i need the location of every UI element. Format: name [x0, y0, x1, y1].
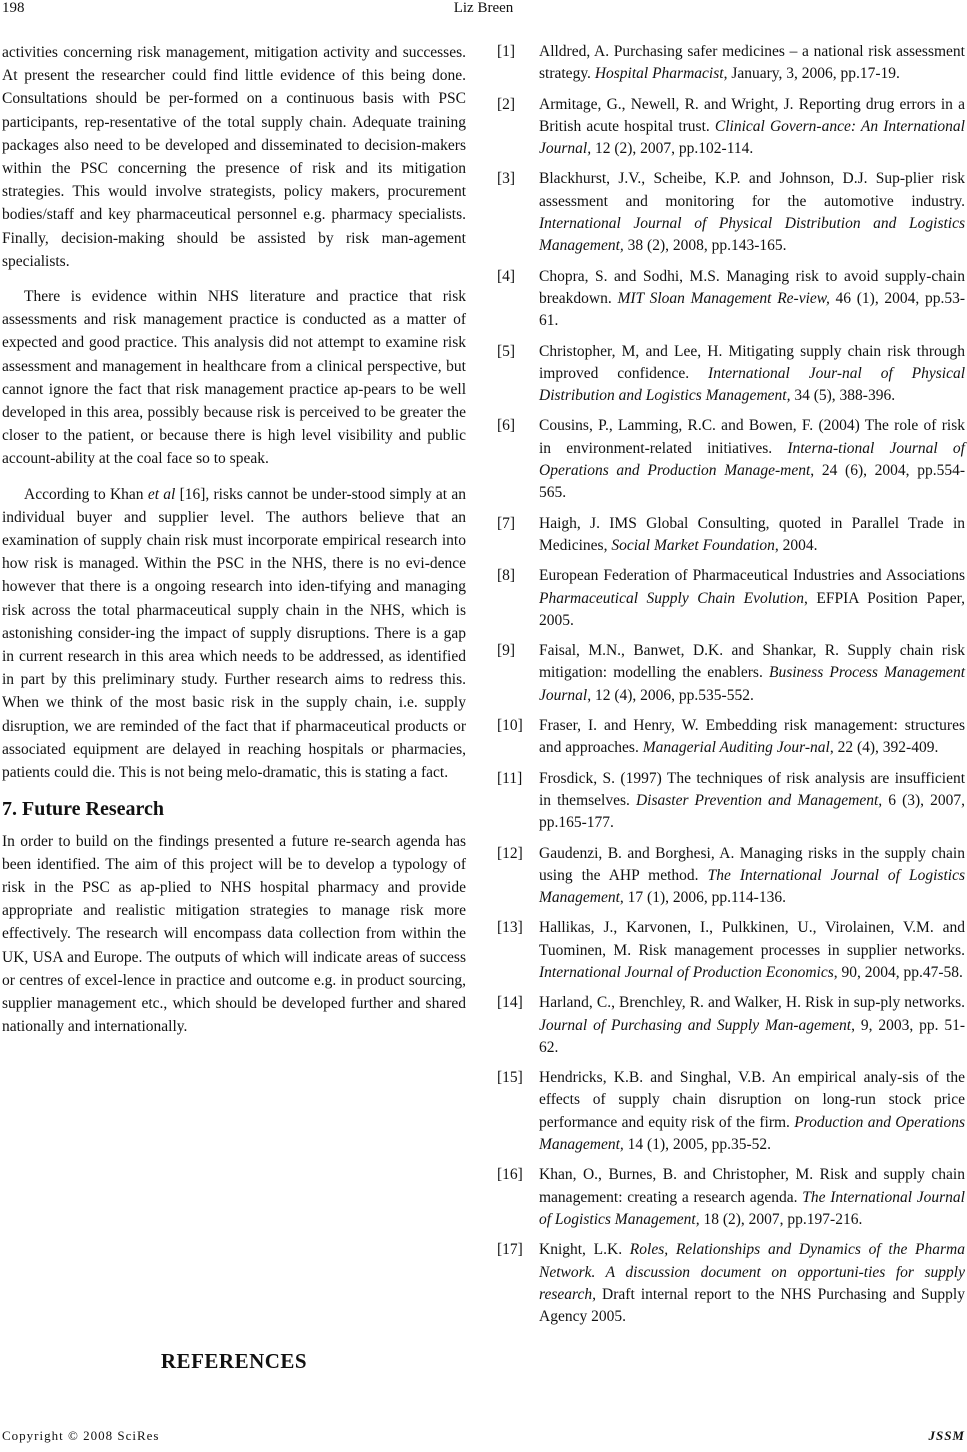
- reference-number: [6]: [497, 417, 516, 435]
- body-paragraph: In order to build on the findings presented a future re-search agenda has been identified. The aim of this project will be to develop a typology of risk in the PSC as ap-plied to NHS hospital pharmacy and provide appropriate and realistic mitigation strategies to manage risk more effectively. The research will encompass data collection from within the UK, USA and Europe. The outputs of which will indicate areas of success or centres of excel-lence in practice and outcome e.g. in product sourcing, supplier management etc., which should be developed further and shared nationally and internationally.: [2, 832, 466, 1036]
- reference-authors-title: Hallikas, J., Karvonen, I., Pulkkinen, U., Virolainen, V.M. and Tuominen, M. Risk management processes in supplier networks.: [539, 919, 965, 959]
- body-text: [16], risks cannot be under-stood simply at an individual buyer and supplier level. The authors believe that an examination of supply chain risk must incorporate empirical research into how risk is managed. Within the PSC in the NHS, there is no evi-dence however that there is a ongoing research into iden-tifying and managing risk across the total pharmaceutical supply chain in the NHS, which is astonishing consider-ing the impact of supply disruptions. There is a gap in current research in this area which needs to be addressed, as identified in part by this preliminary study. Further research aims to redress this. When we think of the most basic risk in the supply chain, i.e. supply disruption, we are reminded of the fact that if pharmaceutical products or associated equipment are delayed in reaching hospitals or pharmacies, patients could die. This is not being melo-dramatic, this is stating a fact.: [2, 485, 466, 782]
- reference-authors-title: Gaudenzi, B. and Borghesi, A. Managing risks in the supply chain using the AHP method.: [539, 844, 965, 884]
- reference-details: 46 (1), 2004, pp.53-61.: [539, 289, 966, 330]
- reference-authors-title: Cousins, P., Lamming, R.C. and Bowen, F. (2004) The role of risk in environment-related initiatives.: [539, 417, 965, 457]
- reference-item: [497, 917, 965, 984]
- reference-source: International Jour-nal of Physical Distribution and Logistics Management,: [539, 364, 966, 405]
- reference-details: , 2004.: [774, 536, 818, 554]
- reference-number: [8]: [497, 567, 516, 585]
- reference-item: [497, 341, 965, 408]
- reference-source: The International Journal of Logistics Management,: [539, 1188, 965, 1228]
- reference-item: [497, 640, 965, 707]
- reference-details: 18 (2), 2007, pp.197-216.: [699, 1210, 863, 1228]
- reference-list: [497, 41, 965, 1336]
- reference-details: 14 (1), 2005, pp.35-52.: [623, 1136, 772, 1154]
- reference-number: [1]: [497, 43, 516, 60]
- reference-authors-title: European Federation of Pharmaceutical Industries and Associations: [539, 567, 965, 585]
- reference-details: Draft internal report to the NHS Purchasing and Supply Agency 2005.: [539, 1285, 965, 1326]
- left-column: [2, 41, 466, 1050]
- reference-details: , January, 3, 2006, pp.17-19.: [723, 65, 900, 83]
- section-heading: 7. Future Research: [2, 798, 165, 821]
- copyright-notice: Copyright © 2008 SciRes: [2, 1428, 160, 1443]
- reference-authors-title: Fraser, I. and Henry, W. Embedding risk management: structures and approaches.: [539, 717, 965, 757]
- reference-authors-title: Haigh, J. IMS Global Consulting, quoted in Parallel Trade in Medicines,: [539, 514, 965, 554]
- reference-details: , 17 (1), 2006, pp.114-136.: [619, 889, 786, 907]
- reference-source: International Journal of Physical Distribution and Logistics Management,: [539, 215, 965, 255]
- reference-details: , EFPIA Position Paper, 2005.: [539, 589, 965, 629]
- reference-number: [4]: [497, 267, 516, 285]
- references-heading: REFERENCES: [160, 1349, 308, 1373]
- body-paragraph: There is evidence within NHS literature and practice that risk assessments and risk management practice is conducted as a matter of expected and good practice. This analysis did not attempt to examine risk assessment and management in healthcare from a clinical perspective, but cannot ignore the fact that risk management practice ap-pears to be well developed in this area, possibly because risk is perceived to be greater the closer to the patient, or because there is high level visibility and public account-ability at the coal face so to speak.: [2, 288, 466, 468]
- reference-authors-title: Armitage, G., Newell, R. and Wright, J. Reporting drug errors in a British acute hospital trust.: [539, 95, 965, 135]
- reference-number: [10]: [497, 717, 523, 735]
- reference-details: , 22 (4), 392-409.: [829, 739, 939, 757]
- reference-source: Social Market Foundation: [611, 536, 775, 554]
- reference-item: [497, 843, 965, 910]
- reference-authors-title: Blackhurst, J.V., Scheibe, K.P. and Johnson, D.J. Sup-plier risk assessment and monitoring for the automotive industry.: [539, 170, 965, 210]
- reference-authors-title: Knight, L.K.: [539, 1241, 630, 1259]
- reference-number: [5]: [497, 342, 516, 360]
- reference-item: [497, 992, 965, 1059]
- reference-source: Clinical Govern-ance: An International Journal,: [539, 117, 965, 158]
- reference-source: Disaster Prevention and Management,: [635, 791, 883, 809]
- reference-details: 12 (2), 2007, pp.102-114.: [591, 140, 754, 158]
- page-number: 198: [2, 0, 25, 16]
- reference-item: [497, 768, 965, 835]
- reference-item: [497, 168, 965, 257]
- reference-item: [497, 266, 965, 333]
- reference-authors-title: Hendricks, K.B. and Singhal, V.B. An empirical analy-sis of the effects of supply chain disruption on long-run stock price performance and equity risk of the firm.: [539, 1069, 965, 1131]
- reference-authors-title: Chopra, S. and Sodhi, M.S. Managing risk to avoid supply-chain breakdown.: [539, 267, 965, 307]
- reference-details: , 24 (6), 2004, pp.554-565.: [539, 462, 965, 502]
- reference-source: Business Process Management Journal: [539, 664, 965, 704]
- reference-number: [7]: [497, 514, 516, 532]
- reference-item: [497, 415, 965, 504]
- body-text: According to Khan: [24, 485, 148, 503]
- running-head: Liz Breen: [453, 0, 514, 16]
- reference-authors-title: Christopher, M, and Lee, H. Mitigating supply chain risk through improved confidence.: [539, 342, 965, 382]
- reference-details: 38 (2), 2008, pp.143-165.: [623, 237, 787, 255]
- reference-source: Hospital Pharmacist: [594, 65, 724, 83]
- reference-details: , 90, 2004, pp.47-58.: [833, 963, 963, 981]
- citation-etal: et al: [147, 485, 176, 503]
- reference-source: Roles, Relationships and Dynamics of the Pharma Network. A discussion document on opportuni-ties for supply research,: [539, 1241, 966, 1303]
- reference-source: Interna-tional Journal of Operations and Production Manage-ment: [539, 439, 965, 480]
- reference-number: [3]: [497, 170, 516, 188]
- reference-number: [13]: [497, 919, 523, 937]
- reference-details: , 12 (4), 2006, pp.535-552.: [587, 686, 754, 704]
- reference-item: [497, 513, 965, 558]
- reference-number: [2]: [497, 95, 516, 113]
- reference-source: The International Journal of Logistics Management: [539, 866, 965, 907]
- body-paragraph: [2, 483, 466, 785]
- reference-item: [497, 41, 965, 86]
- reference-source: Journal of Purchasing and Supply Man-agement: [539, 1016, 852, 1034]
- page-footer: [0, 1428, 967, 1450]
- reference-source: Production and Operations Management,: [539, 1113, 965, 1154]
- reference-details: 6 (3), 2007, pp.165-177.: [539, 791, 965, 832]
- reference-source: Managerial Auditing Jour-nal: [642, 739, 830, 757]
- reference-authors-title: Alldred, A. Purchasing safer medicines – a national risk assessment strategy.: [539, 43, 965, 83]
- reference-source: Pharmaceutical Supply Chain Evolution: [539, 589, 804, 607]
- reference-authors-title: Faisal, M.N., Banwet, D.K. and Shankar, R. Supply chain risk mitigation: modelling the enablers.: [539, 642, 965, 682]
- reference-item: [497, 1067, 965, 1156]
- reference-number: [14]: [497, 994, 523, 1012]
- reference-item: [497, 565, 965, 632]
- reference-source: International Journal of Production Economics: [539, 963, 834, 981]
- reference-details: 34 (5), 388-396.: [790, 387, 896, 405]
- reference-number: [16]: [497, 1166, 523, 1184]
- page-header: [0, 0, 967, 28]
- reference-item: [497, 1164, 965, 1231]
- reference-details: , 9, 2003, pp. 51-62.: [539, 1016, 965, 1056]
- reference-number: [15]: [497, 1069, 523, 1087]
- reference-number: [12]: [497, 844, 523, 862]
- journal-abbrev: JSSM: [928, 1428, 965, 1443]
- reference-number: [17]: [497, 1241, 523, 1259]
- reference-authors-title: Khan, O., Burnes, B. and Christopher, M. Risk and supply chain management: creating a research agenda.: [539, 1166, 965, 1206]
- reference-number: [9]: [497, 642, 516, 660]
- reference-number: [11]: [497, 769, 523, 787]
- reference-source: MIT Sloan Management Re-view,: [617, 289, 830, 307]
- body-paragraph: activities concerning risk management, mitigation activity and successes. At present the researcher could find little evidence of this being done. Consultations should be per-formed on a continuous basis with PSC participants, rep-resentative of the total supply chain. Adequate training packages also need to be developed and disseminated to decision-makers within the PSC concerning the presence of risk and its mitigation strategies. This would involve strategists, policy makers, procurement bodies/staff and key pharmaceutical personnel e.g. pharmacy specialists. Finally, decision-making should be assisted by risk man-agement specialists.: [2, 44, 466, 270]
- reference-authors-title: Harland, C., Brenchley, R. and Walker, H. Risk in sup-ply networks.: [539, 994, 965, 1012]
- reference-authors-title: Frosdick, S. (1997) The techniques of risk analysis are insufficient in themselves.: [539, 769, 965, 809]
- reference-item: [497, 94, 965, 161]
- reference-item: [497, 1239, 965, 1328]
- reference-item: [497, 715, 965, 760]
